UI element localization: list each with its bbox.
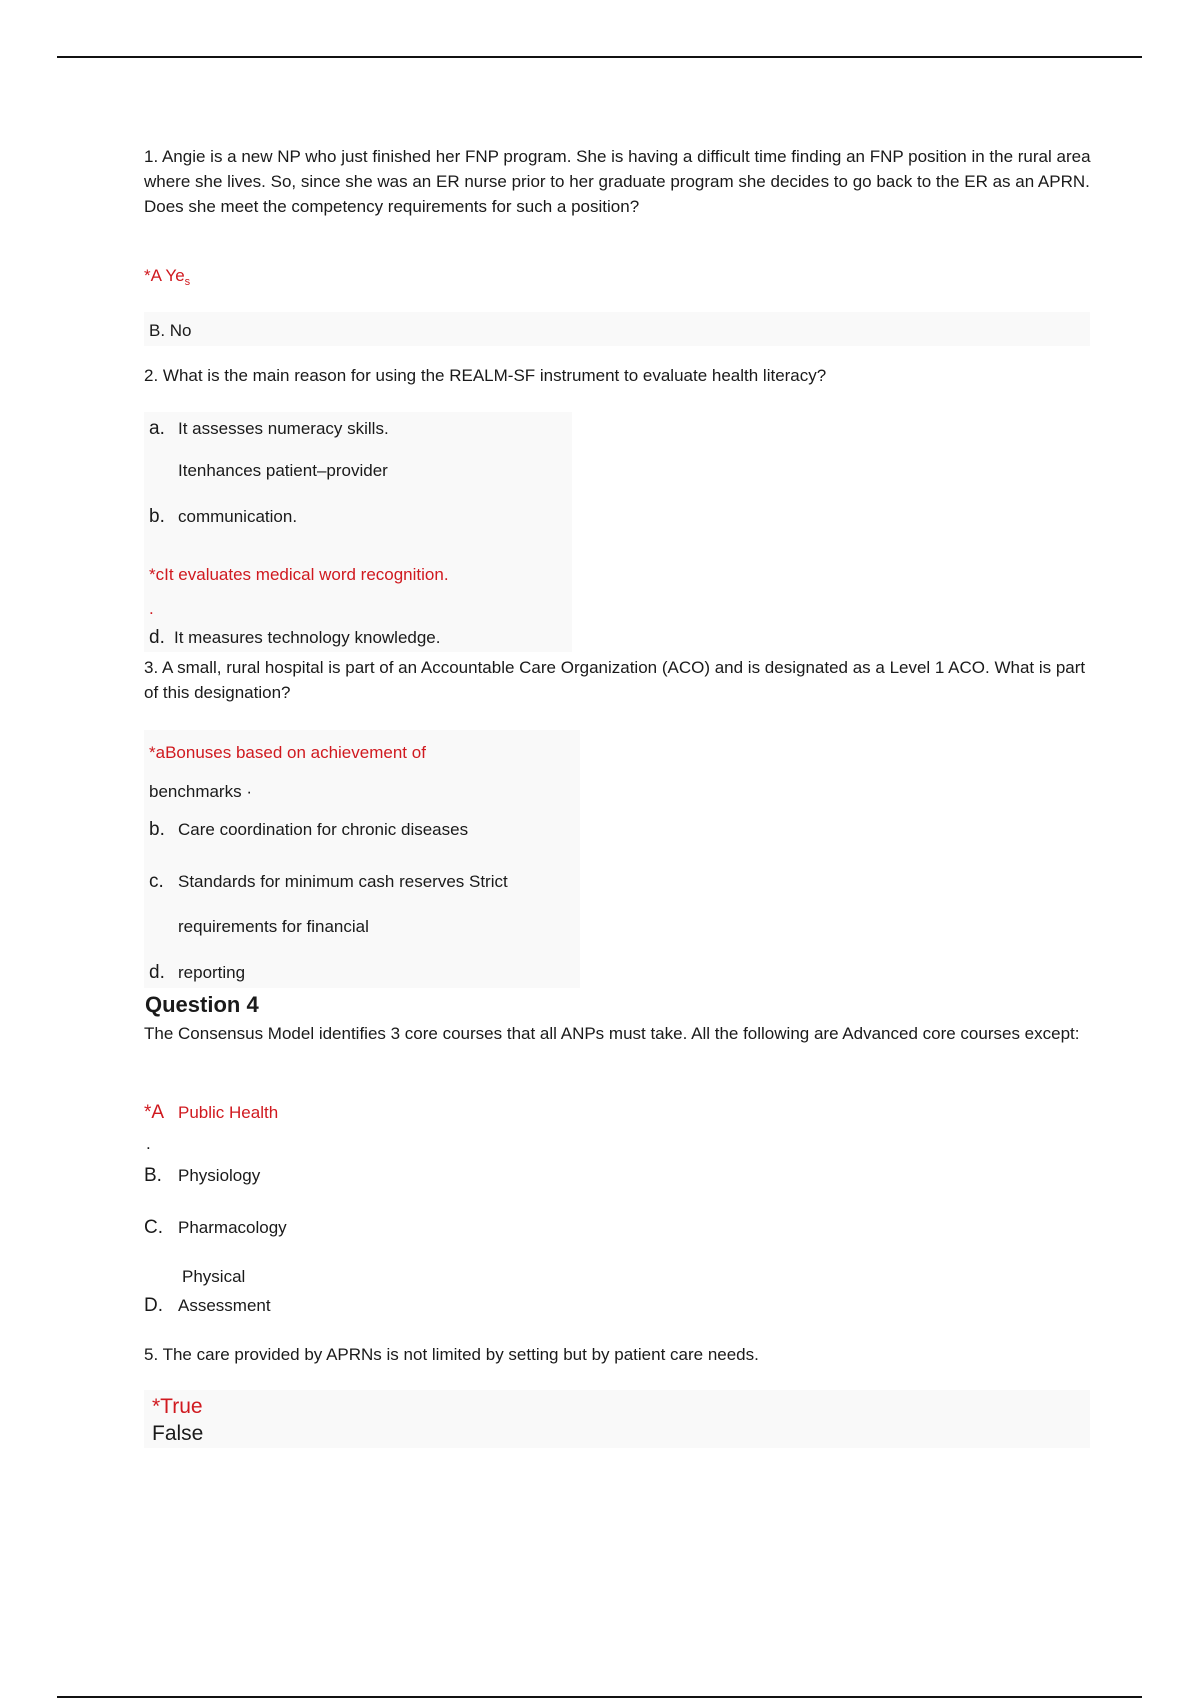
question-1-text: 1. Angie is a new NP who just finished her FNP program. She is having a difficult time finding an FNP position in the rural area where she lives. So, since she was an ER nurse prior to her graduate program she decides to go back to the ER as an APRN. Does she meet the competency requirements for such a position? [144,147,1091,216]
option-text: Assessment [178,1296,271,1315]
question-2-options-shading [144,412,572,652]
option-label: C. [144,1217,163,1238]
option-label: D. [144,1295,163,1316]
option-text: Physiology [178,1166,261,1185]
option-text: It assesses numeracy skills. [178,419,389,438]
option-text: Standards for minimum cash reserves Strict [178,872,508,891]
footer-rule [57,1696,1142,1698]
answer-a-subscript: s [184,276,191,288]
question-2-option-a [149,416,389,441]
question-3-option-a-answer: *aBonuses based on achievement of [149,743,426,762]
question-1-option-b: B. No [149,321,192,340]
question-2-option-b-line1: Itenhances patient–provider [178,461,388,480]
option-label: d. [149,962,165,983]
header-rule [57,56,1142,58]
option-b-shading [144,312,1090,346]
question-4-option-a-answer [144,1100,278,1125]
option-text: Care coordination for chronic diseases [178,820,469,839]
option-label: b. [149,819,165,840]
question-5-answer-true: *True [152,1395,203,1418]
option-text: Public Health [178,1103,279,1122]
question-3-options-shading [144,730,580,988]
option-label: B. [144,1165,162,1186]
question-3-option-d [149,960,245,985]
option-label: b. [149,506,165,527]
question-2-option-d [149,625,441,650]
question-3-option-c-line2: requirements for financial [178,917,369,936]
question-1-answer-a [144,263,190,295]
option-text: Pharmacology [178,1218,287,1237]
option-label: c. [149,871,164,892]
question-3-option-c [149,869,508,894]
question-2-text: 2. What is the main reason for using the REALM-SF instrument to evaluate health literacy? [144,366,827,385]
option-label: d. [149,627,165,648]
option-label: a. [149,418,165,439]
option-text: reporting [178,963,246,982]
question-4-option-d [144,1293,271,1318]
question-4-heading: Question 4 [145,992,259,1017]
question-4-text: The Consensus Model identifies 3 core courses that all ANPs must take. All the following are Advanced core courses except: [144,1024,1080,1043]
question-4-option-a-dot: . [146,1134,151,1153]
question-2-option-c-dot: . [149,599,154,618]
option-text: It measures technology knowledge. [174,628,441,647]
option-label: *A [144,1102,165,1123]
question-4-option-d-line1: Physical [182,1267,246,1286]
question-4-option-b [144,1163,260,1188]
question-2-option-b [149,504,297,529]
answer-a-text: *A Ye [144,266,185,285]
option-text: communication. [178,507,298,526]
question-2-option-c-answer: *cIt evaluates medical word recognition. [149,565,449,584]
question-5-options-shading [144,1390,1090,1448]
question-5-text: 5. The care provided by APRNs is not limited by setting but by patient care needs. [144,1345,759,1364]
question-5-option-false: False [152,1422,204,1445]
question-3-option-a-line2: benchmarks · [149,782,252,801]
question-3-option-b [149,817,468,842]
question-3-text: 3. A small, rural hospital is part of an Accountable Care Organization (ACO) and is designated as a Level 1 ACO. What is part of this designation? [144,658,1086,702]
question-4-option-c [144,1215,287,1240]
